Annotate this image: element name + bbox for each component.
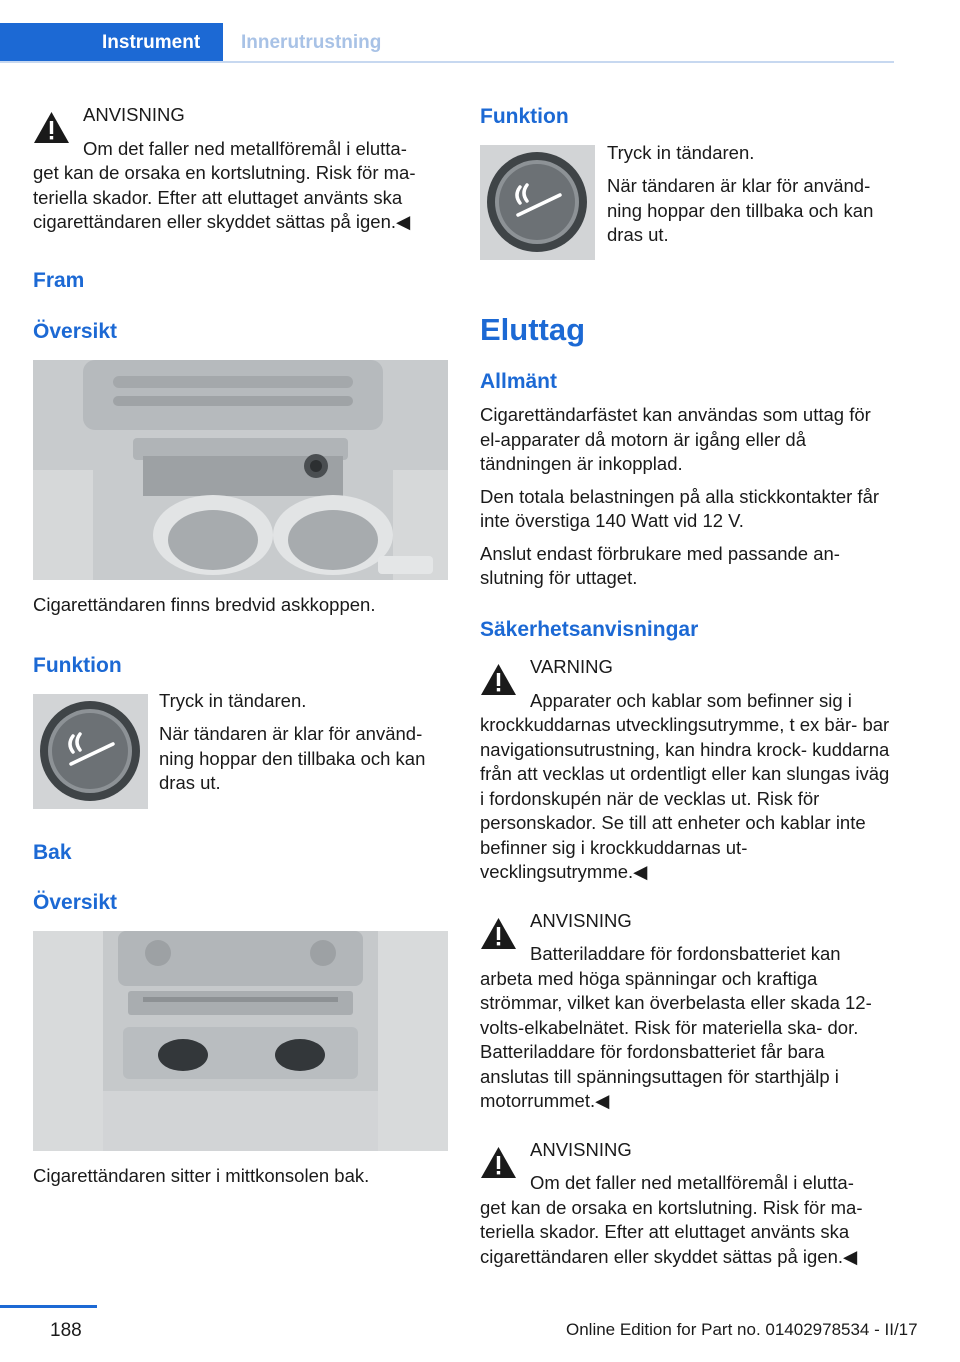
heading-funktion-front: Funktion: [33, 654, 122, 677]
tab-instrument[interactable]: Instrument: [0, 23, 223, 62]
warning-text: krockkuddarnas utvecklingsutrymme, t ex bär‐ bar navigationsutrustning, kan hindra krock‐ kuddarna från att vecklas ut ordentligt eller kan slungas iväg i fordonskupén när de vecklas ut. Risk för personskador. Se till att enheter och kablar inte befinner sig i krockkuddarnas ut‐ vecklingsutrymme.◀: [480, 714, 890, 882]
warning-triangle-icon: [480, 1146, 517, 1179]
notice-text: get kan de orsaka en kortslutning. Risk för ma‐ teriella skador. Efter att eluttaget använts ska cigarettändaren eller skyddet sättas på igen.◀: [33, 162, 416, 232]
funktion-step-1-right: Tryck in tändaren.: [607, 142, 755, 163]
general-text: [480, 403, 895, 599]
rear-console-image: [33, 931, 448, 1151]
warning-triangle-icon: [480, 917, 517, 950]
warning-block: [480, 655, 895, 885]
cigarette-lighter-icon: [480, 145, 595, 260]
notice-block: [480, 909, 895, 1114]
general-paragraph-1: Cigarettändarfästet kan användas som uttag för el-apparater då motorn är igång eller då tändningen är inkopplad.: [480, 404, 871, 474]
right-notes: [480, 652, 895, 1293]
cigarette-lighter-icon: [33, 694, 148, 809]
notice-block: [480, 1138, 895, 1270]
edition-label: Online Edition for Part no. 01402978534 - II/17: [566, 1320, 918, 1339]
caption-rear: Cigarettändaren sitter i mittkonsolen bak.: [33, 1165, 370, 1186]
heading-oversikt-rear: Översikt: [33, 891, 118, 914]
notice-text-first: Batteriladdare för fordonsbatteriet kan: [530, 943, 841, 964]
funktion-step-2-right: När tändaren är klar för använd‐ ning hoppar den tillbaka och kan dras ut.: [607, 175, 874, 245]
heading-funktion-right: Funktion: [480, 105, 569, 128]
notice-text: arbeta med höga spänningar och kraftiga strömmar, vilket kan överbelasta eller skada 12-volts-elkabelnätet. Risk för materiella ska‐ dor. Batteriladdare för fordonsbatteriet får bara anslutas till spänningsuttagen för starthjälp i motorrummet.◀: [480, 967, 872, 1111]
header-divider: [0, 61, 894, 63]
heading-allmant: Allmänt: [480, 370, 558, 393]
front-console-image: [33, 360, 448, 580]
rear-console-illustration: [33, 931, 448, 1151]
lighter-image-front: [33, 694, 148, 809]
notice-heading: ANVISNING: [530, 1138, 632, 1160]
warning-triangle-icon: [480, 663, 517, 696]
front-console-illustration: [33, 360, 448, 580]
heading-eluttag: Eluttag: [480, 312, 586, 347]
left-column: [33, 100, 448, 259]
notice-text: get kan de orsaka en kortslutning. Risk för ma‐ teriella skador. Efter att eluttaget använts ska cigarettändaren eller skyddet sättas på igen.◀: [480, 1196, 863, 1267]
notice-block: [33, 103, 448, 235]
heading-bak: Bak: [33, 841, 72, 864]
lighter-image-right: [480, 145, 595, 260]
warning-heading: VARNING: [530, 656, 613, 677]
heading-fram: Fram: [33, 269, 85, 292]
tab-innerutrustning[interactable]: Innerutrustning: [241, 32, 382, 53]
heading-oversikt-front: Översikt: [33, 320, 118, 343]
page-number: 188: [50, 1320, 82, 1341]
footer-divider: [0, 1305, 97, 1308]
header-tabbar: [0, 0, 894, 64]
notice-heading: ANVISNING: [83, 104, 185, 125]
general-paragraph-3: Anslut endast förbrukare med passande an‐ slutning för uttaget.: [480, 542, 840, 588]
notice-heading: ANVISNING: [530, 909, 632, 931]
notice-text-first: Om det faller ned metallföremål i elutta‐: [530, 1172, 854, 1193]
notice-text-first: Om det faller ned metallföremål i elutta‐: [83, 137, 407, 159]
funktion-step-1: Tryck in tändaren.: [159, 690, 307, 711]
funktion-step-2: När tändaren är klar för använd‐ ning hoppar den tillbaka och kan dras ut.: [159, 723, 426, 793]
heading-sakerhetsanvisningar: Säkerhetsanvisningar: [480, 618, 699, 641]
warning-text-first: Apparater och kablar som befinner sig i: [530, 689, 852, 711]
warning-triangle-icon: [33, 111, 70, 144]
caption-front: Cigarettändaren finns bredvid askkoppen.: [33, 594, 376, 615]
general-paragraph-2: Den totala belastningen på alla stickkontakter får inte överstiga 140 Watt vid 12 V.: [480, 485, 880, 531]
